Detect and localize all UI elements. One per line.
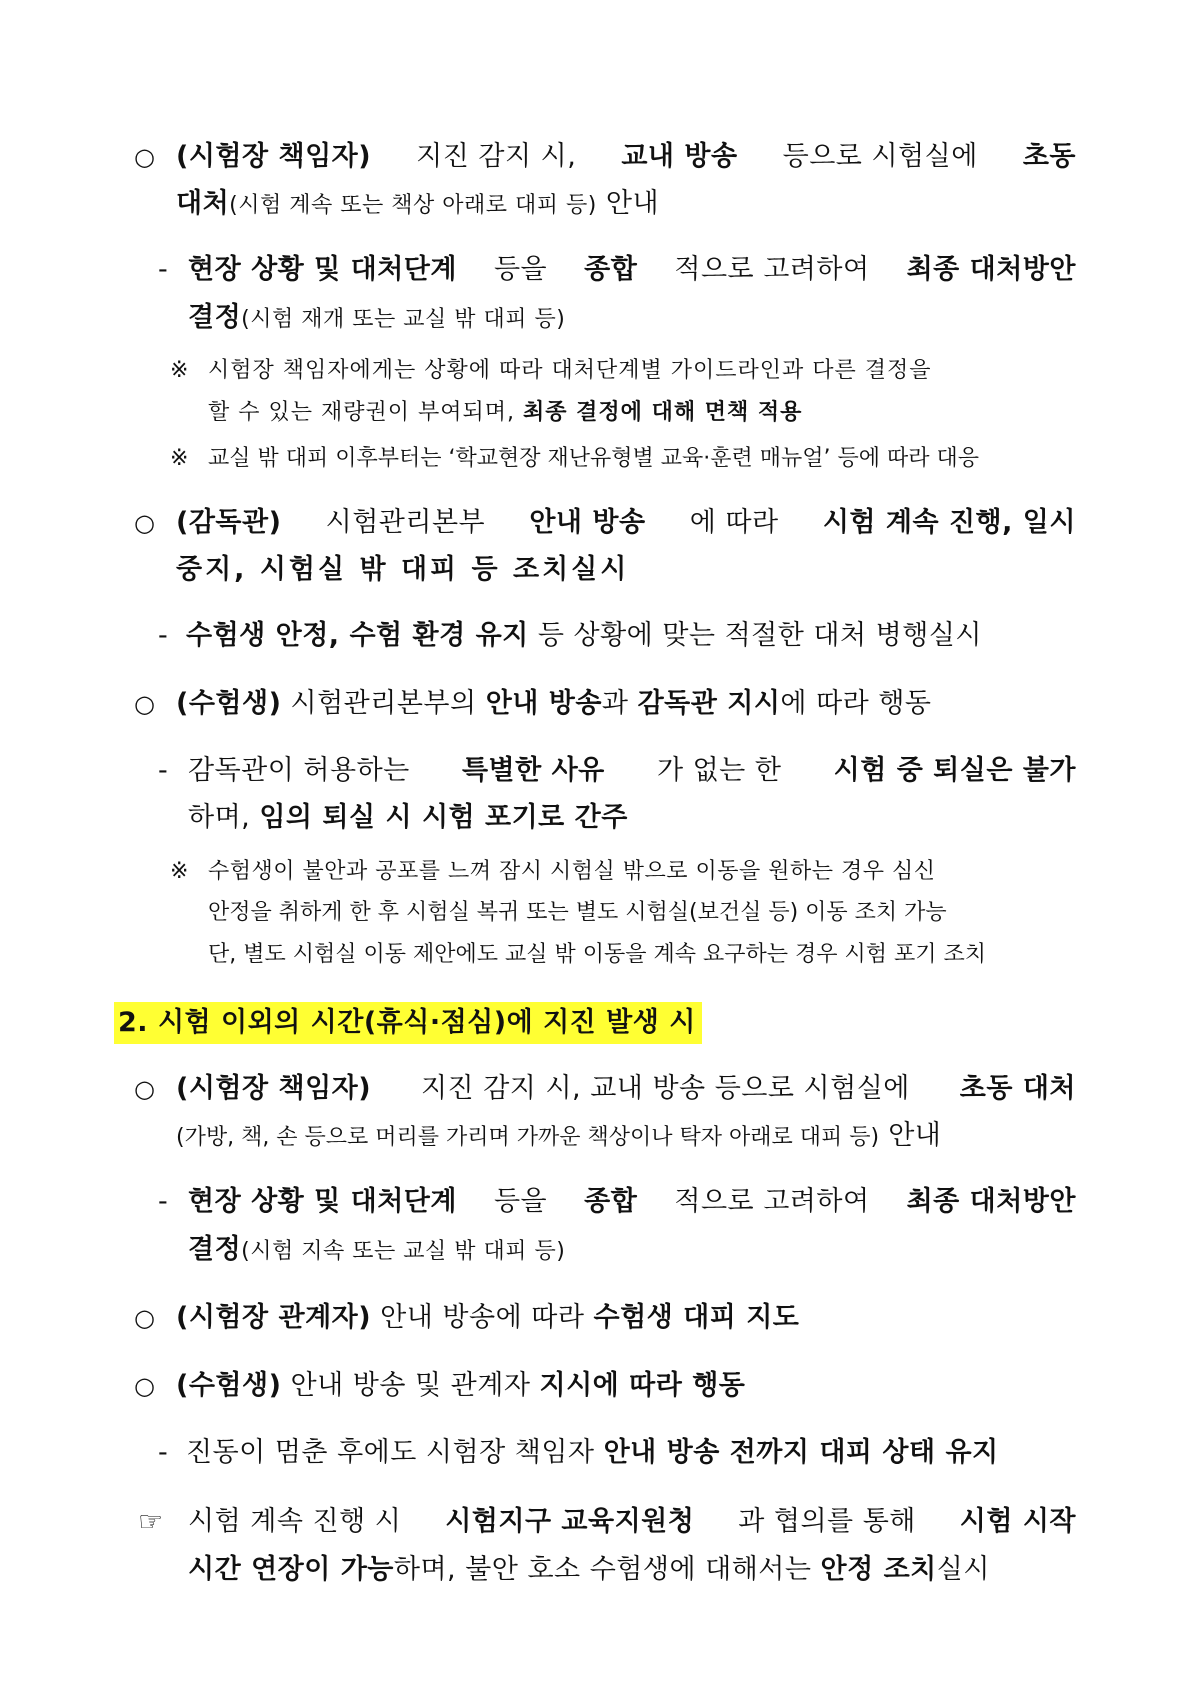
dash-stability [186, 616, 982, 656]
text: 적으로 고려하여 [674, 254, 870, 285]
text: 안내 방송 및 관계자 [281, 1370, 540, 1401]
role-label: (시험장 책임자) [176, 141, 372, 172]
text: 하며, 불안 호소 수험생에 대해서는 [393, 1554, 821, 1585]
emphasis: 현장 상황 및 대처단계 [188, 254, 457, 285]
note-manual [208, 442, 979, 476]
emphasis: 시간 연장이 가능 [188, 1554, 394, 1585]
para-examinee [176, 684, 931, 724]
para-proctor-line1 [176, 503, 1076, 543]
text: 실시 [936, 1554, 990, 1585]
section-heading: 2. 시험 이외의 시간(휴식·점심)에 지진 발생 시 [114, 1002, 702, 1044]
dash-remain [186, 1433, 999, 1473]
text: 과 [601, 688, 638, 719]
emphasis: 교내 방송 [621, 141, 738, 172]
emphasis: 수험생 안정, 수험 환경 유지 [186, 620, 529, 651]
dash-bullet: - [158, 254, 168, 285]
dash-bullet: - [158, 1186, 168, 1217]
note-text: 할 수 있는 재량권이 부여되며, [208, 400, 523, 425]
emphasis: 수험생 대피 지도 [593, 1302, 800, 1333]
role-label: (수험생) [176, 688, 282, 719]
dash-decision-line1 [188, 250, 1076, 290]
para-supervisor-line1 [176, 137, 1076, 177]
dash-decision-line2 [188, 298, 565, 340]
emphasis: 안내 방송 전까지 대피 상태 유지 [603, 1437, 999, 1468]
paren-note: (가방, 책, 손 등으로 머리를 가리며 가까운 책상이나 탁자 아래로 대피 등) [176, 1125, 880, 1150]
note-text: 수험생이 불안과 공포를 느껴 잠시 시험실 밖으로 이동을 원하는 경우 심신 [208, 859, 936, 884]
text: 감독관이 허용하는 [188, 755, 410, 786]
text: 시험 계속 진행 시 [188, 1506, 402, 1537]
emphasis: 특별한 사유 [461, 755, 605, 786]
emphasis: 지시에 따라 행동 [539, 1370, 746, 1401]
emphasis: 시험 시작 [959, 1506, 1076, 1537]
emphasis: 초동 대처 [959, 1073, 1076, 1104]
note-mark: ※ [170, 446, 189, 471]
dash-decision2-line1 [188, 1182, 1076, 1222]
note-anxiety-line3: 단, 별도 시험실 이동 제안에도 교실 밖 이동을 계속 요구하는 경우 시험 포기 조치 [208, 942, 986, 967]
text: 하며, [188, 802, 260, 833]
emphasis: 종합 [584, 254, 638, 285]
note-mark: ※ [170, 358, 189, 383]
text: 등을 [493, 1186, 548, 1217]
emphasis: 최종 대처방안 [906, 1186, 1076, 1217]
emphasis: 초동 [1022, 141, 1076, 172]
dash-leave-line1 [188, 751, 1076, 791]
emphasis: 안내 방송 [485, 688, 602, 719]
emphasis: 종합 [584, 1186, 638, 1217]
para-examinee2 [176, 1366, 745, 1406]
para-staff [176, 1298, 799, 1338]
role-label: (시험장 관계자) [176, 1302, 372, 1333]
para-supervisor-line2 [176, 184, 659, 226]
dash-decision2-line2 [188, 1230, 565, 1272]
emphasis: 감독관 지시 [637, 688, 781, 719]
text: 등으로 시험실에 [782, 141, 978, 172]
emphasis: 시험 중 퇴실은 불가 [833, 755, 1076, 786]
circle-bullet: ○ [134, 690, 155, 718]
dash-leave-line2 [188, 798, 628, 838]
emphasis: 결정 [188, 1234, 242, 1265]
paren-note: (시험 지속 또는 교실 밖 대피 등) [241, 1239, 566, 1264]
text: 안내 방송에 따라 [371, 1302, 594, 1333]
text: 가 없는 한 [656, 755, 782, 786]
note-discretion-line2 [208, 396, 802, 430]
note-discretion-line1 [208, 354, 1076, 388]
text: 등을 [493, 254, 548, 285]
paren-note: (시험 재개 또는 교실 밖 대피 등) [241, 307, 566, 332]
text: 에 따라 행동 [780, 688, 932, 719]
para-proctor-line2: 중지, 시험실 밖 대피 등 조치실시 [176, 554, 630, 585]
dash-bullet: - [158, 620, 168, 651]
dash-bullet: - [158, 1437, 168, 1468]
role-label: (수험생) [176, 1370, 282, 1401]
role-label: (시험장 책임자) [176, 1073, 372, 1104]
hand-note-line1 [188, 1502, 1076, 1542]
role-label: (감독관) [176, 507, 282, 538]
text: 시험관리본부 [325, 507, 486, 538]
circle-bullet: ○ [134, 1304, 155, 1332]
emphasis: 안정 조치 [820, 1554, 937, 1585]
text: 안내 [596, 188, 660, 219]
emphasis: 임의 퇴실 시 시험 포기로 간주 [259, 802, 628, 833]
circle-bullet: ○ [134, 1372, 155, 1400]
emphasis: 최종 결정에 대해 면책 적용 [522, 400, 803, 425]
para-supervisor2-line2 [176, 1116, 941, 1158]
note-text: 교실 밖 대피 이후부터는 ‘학교현장 재난유형별 교육·훈련 매뉴얼’ 등에 따라 대응 [208, 446, 979, 471]
emphasis: 안내 방송 [529, 507, 646, 538]
text: 에 따라 [689, 507, 779, 538]
circle-bullet: ○ [134, 1075, 155, 1103]
text: 지진 감지 시, [416, 141, 577, 172]
emphasis: 결정 [188, 302, 242, 333]
note-text: 시험장 책임자에게는 상황에 따라 대처단계별 가이드라인과 다른 결정을 [208, 358, 932, 383]
emphasis: 최종 대처방안 [906, 254, 1076, 285]
hand-note-line2 [188, 1550, 990, 1590]
text: 과 협의를 통해 [738, 1506, 916, 1537]
note-mark: ※ [170, 859, 189, 884]
text: 지진 감지 시, 교내 방송 등으로 시험실에 [420, 1073, 910, 1104]
para-supervisor2-line1 [176, 1069, 1076, 1109]
circle-bullet: ○ [134, 509, 155, 537]
emphasis: 시험 계속 진행, 일시 [822, 507, 1076, 538]
note-anxiety-line2: 안정을 취하게 한 후 시험실 복귀 또는 별도 시험실(보건실 등) 이동 조치 가능 [208, 900, 947, 925]
dash-bullet: - [158, 755, 168, 786]
text: 진동이 멈춘 후에도 시험장 책임자 [186, 1437, 604, 1468]
note-anxiety-line1 [208, 855, 1076, 889]
emphasis: 현장 상황 및 대처단계 [188, 1186, 457, 1217]
text: 적으로 고려하여 [674, 1186, 870, 1217]
circle-bullet: ○ [134, 143, 155, 171]
text: 등 상황에 맞는 적절한 대처 병행실시 [528, 620, 982, 651]
pointing-hand-icon: ☞ [138, 1505, 164, 1538]
text: 시험관리본부의 [281, 688, 486, 719]
emphasis: 시험지구 교육지원청 [445, 1506, 695, 1537]
emphasis: 대처 [176, 188, 230, 219]
paren-note: (시험 계속 또는 책상 아래로 대피 등) [229, 193, 597, 218]
text: 안내 [879, 1120, 942, 1151]
